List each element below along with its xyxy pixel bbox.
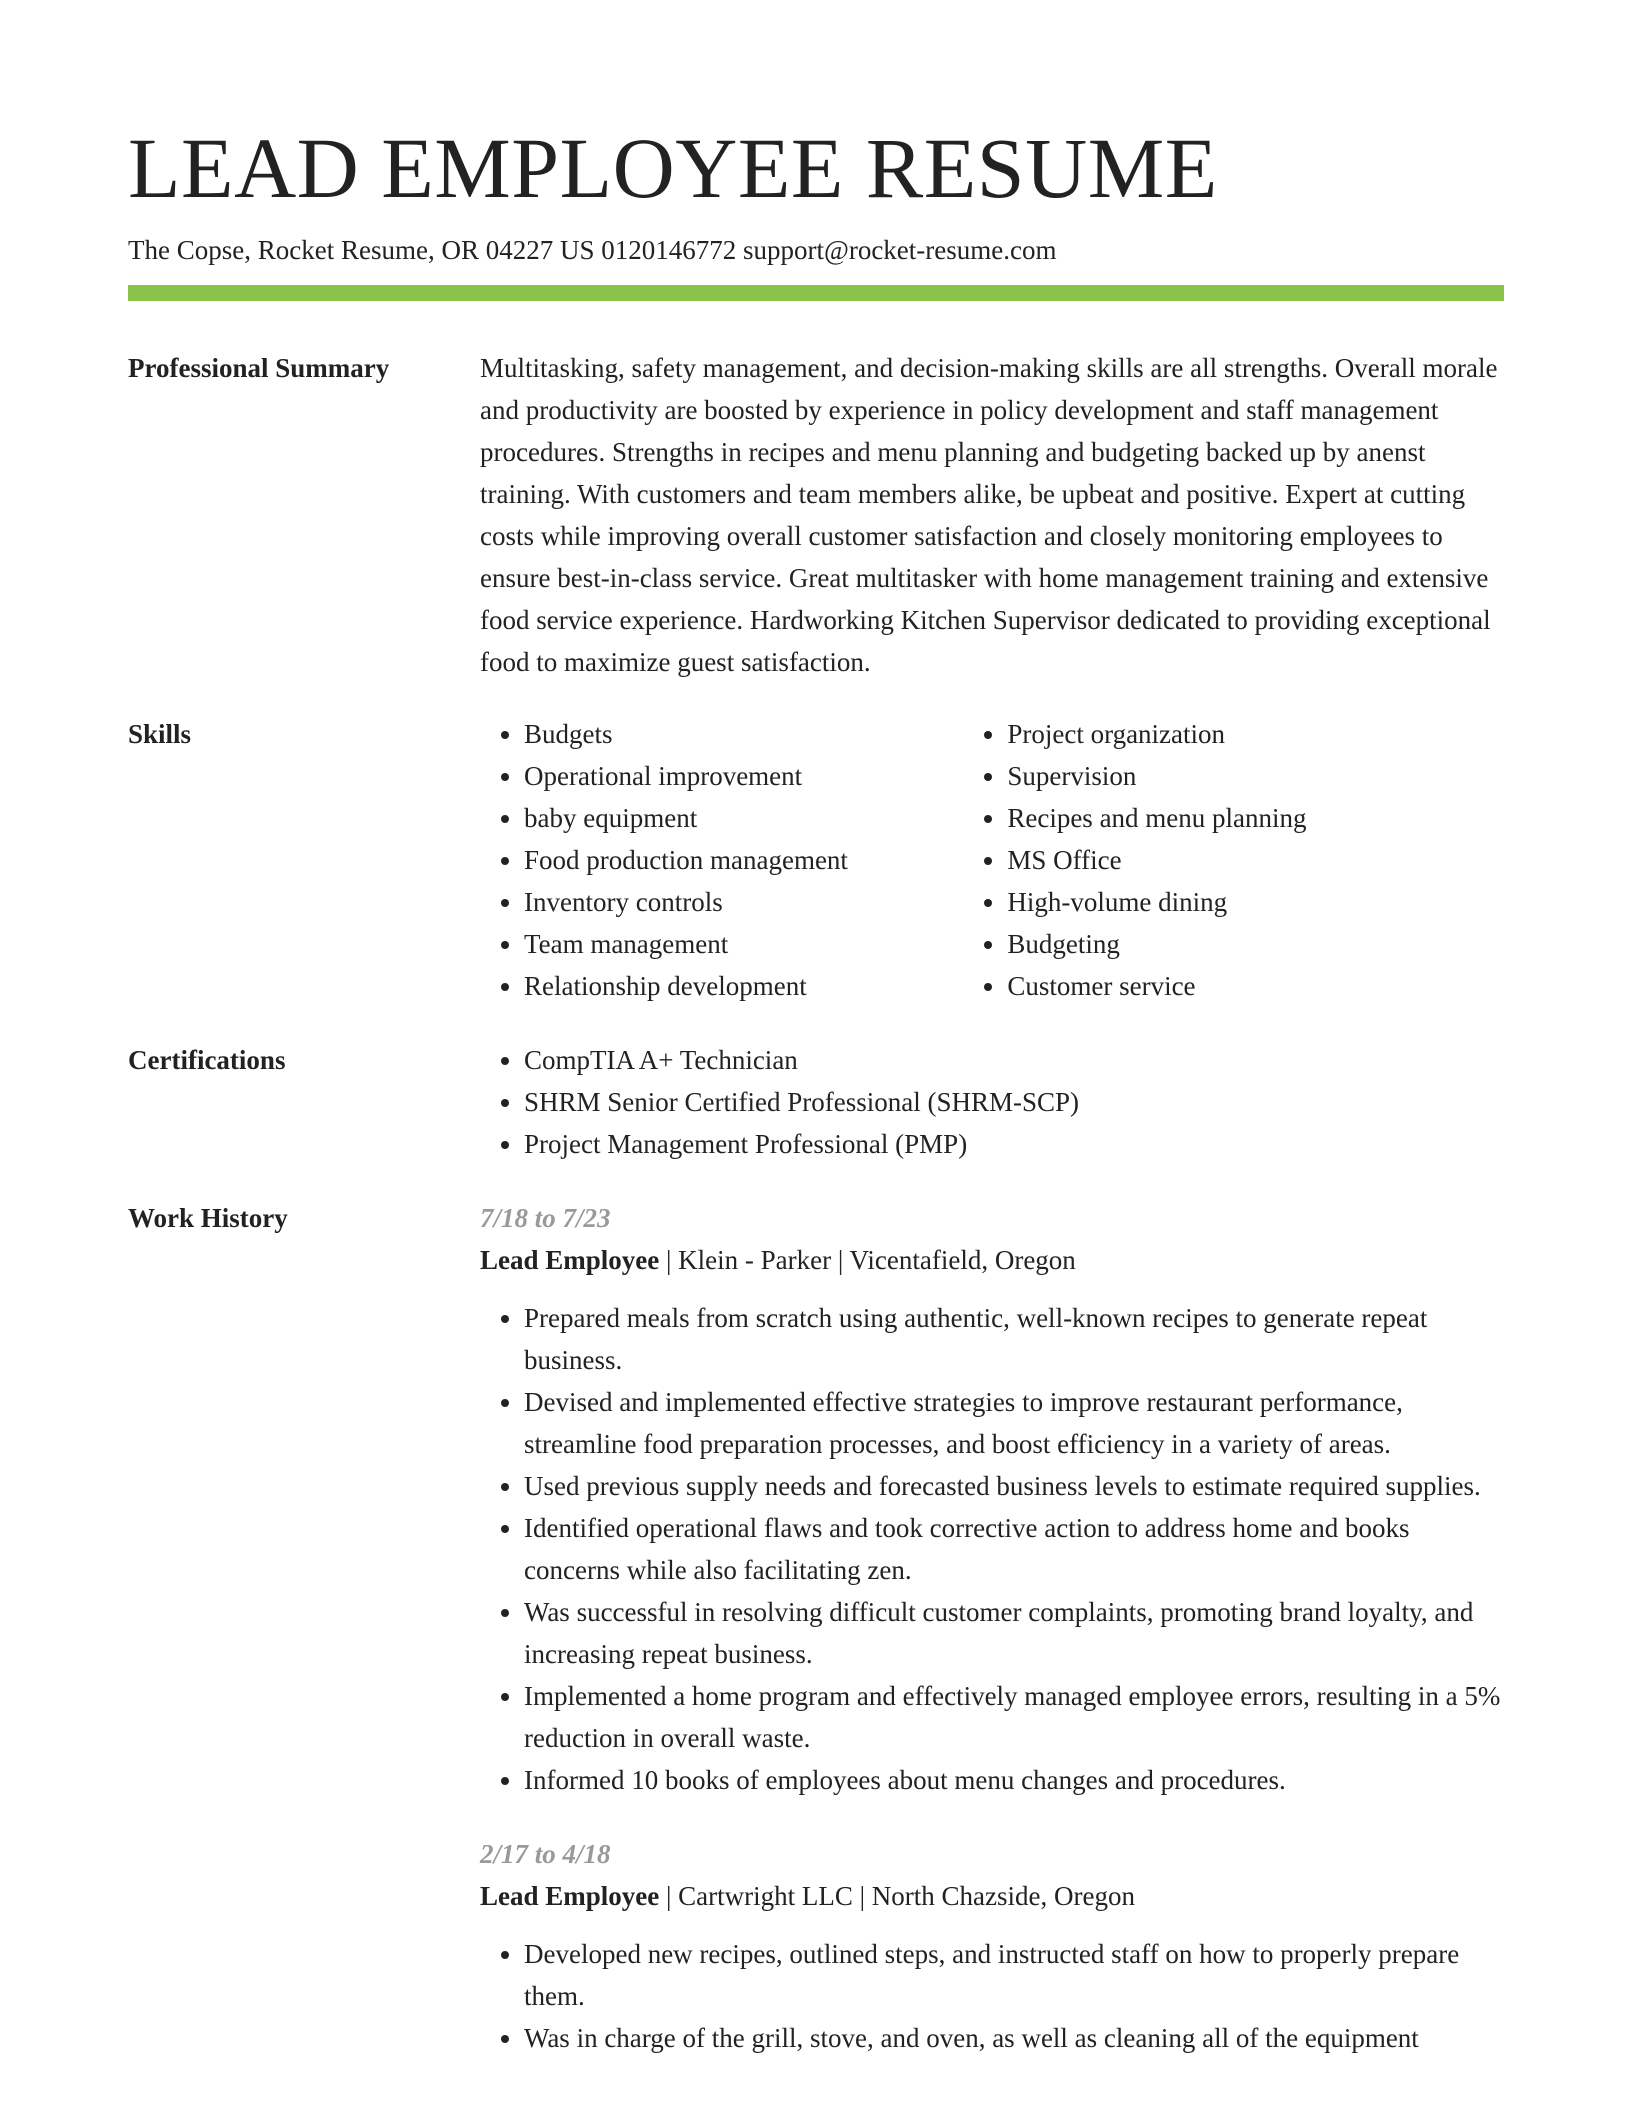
summary-label: Professional Summary <box>128 353 390 383</box>
job-title: Lead Employee <box>480 1245 660 1275</box>
skill-item: • Budgeting <box>1007 923 1504 965</box>
skill-item: • Relationship development <box>524 965 963 1007</box>
skill-item: • Inventory controls <box>524 881 963 923</box>
certifications-content <box>480 1039 1504 1165</box>
certification-item: • SHRM Senior Certified Professional (SHRM-SCP) <box>524 1081 1504 1123</box>
job-duties-list <box>480 1933 1504 2059</box>
job-dates: 2/17 to 4/18 <box>480 1839 611 1869</box>
work-history-content <box>480 1197 1504 2059</box>
skill-item: • High-volume dining <box>1007 881 1504 923</box>
skills-content <box>480 713 1504 1007</box>
job-entry <box>480 1197 1504 1801</box>
resume-title: LEAD EMPLOYEE RESUME <box>128 120 1218 216</box>
skills-list-right <box>963 713 1504 1007</box>
job-title-line <box>480 1239 1504 1281</box>
skill-item: • Budgets <box>524 713 963 755</box>
skill-item: • Supervision <box>1007 755 1504 797</box>
duty-item: • Developed new recipes, outlined steps, and instructed staff on how to properly prepare them. <box>524 1933 1504 2017</box>
duty-item: • Was in charge of the grill, stove, and oven, as well as cleaning all of the equipment <box>524 2017 1504 2059</box>
work-history-label: Work History <box>128 1203 288 1233</box>
skill-item: • Team management <box>524 923 963 965</box>
skills-label: Skills <box>128 719 192 749</box>
job-title-line <box>480 1875 1504 1917</box>
duty-item: • Identified operational flaws and took corrective action to address home and books concerns while also facilitating zen. <box>524 1507 1504 1591</box>
duty-item: • Used previous supply needs and forecasted business levels to estimate required supplies. <box>524 1465 1504 1507</box>
certification-item: • CompTIA A+ Technician <box>524 1039 1504 1081</box>
duty-item: • Informed 10 books of employees about menu changes and procedures. <box>524 1759 1504 1801</box>
duty-item: • Prepared meals from scratch using authentic, well-known recipes to generate repeat business. <box>524 1297 1504 1381</box>
skill-item: • MS Office <box>1007 839 1504 881</box>
summary-content <box>480 347 1504 683</box>
job-duties-list <box>480 1297 1504 1801</box>
job-entry <box>480 1833 1504 2059</box>
skill-item: • Operational improvement <box>524 755 963 797</box>
certification-item: • Project Management Professional (PMP) <box>524 1123 1504 1165</box>
job-title: Lead Employee <box>480 1881 660 1911</box>
skill-item: • Recipes and menu planning <box>1007 797 1504 839</box>
job-dates: 7/18 to 7/23 <box>480 1203 611 1233</box>
certifications-list <box>480 1039 1504 1165</box>
accent-divider <box>128 285 1504 301</box>
summary-text: Multitasking, safety management, and decision-making skills are all strengths. Overall morale and productivity are boosted by experience in policy development and staff management procedures. Strengths in recipes and menu planning and budgeting backed up by anenst training. With customers and team members alike, be upbeat and positive. Expert at cutting costs while improving overall customer satisfaction and closely monitoring employees to ensure best-in-class service. Great multitasker with home management training and extensive food service experience. Hardworking Kitchen Supervisor dedicated to providing exceptional food to maximize guest satisfaction. <box>480 353 1498 677</box>
job-details: | Klein - Parker | Vicentafield, Oregon <box>659 1245 1076 1275</box>
duty-item: • Devised and implemented effective strategies to improve restaurant performance, streamline food preparation processes, and boost efficiency in a variety of areas. <box>524 1381 1504 1465</box>
skill-item: • Food production management <box>524 839 963 881</box>
contact-line: The Copse, Rocket Resume, OR 04227 US 0120146772 support@rocket-resume.com <box>128 235 1057 265</box>
skills-list-left <box>480 713 963 1007</box>
certifications-label: Certifications <box>128 1045 286 1075</box>
skill-item: • Project organization <box>1007 713 1504 755</box>
skill-item: • Customer service <box>1007 965 1504 1007</box>
job-details: | Cartwright LLC | North Chazside, Oregon <box>659 1881 1135 1911</box>
skill-item: • baby equipment <box>524 797 963 839</box>
duty-item: • Was successful in resolving difficult customer complaints, promoting brand loyalty, and increasing repeat business. <box>524 1591 1504 1675</box>
duty-item: • Implemented a home program and effectively managed employee errors, resulting in a 5% reduction in overall waste. <box>524 1675 1504 1759</box>
